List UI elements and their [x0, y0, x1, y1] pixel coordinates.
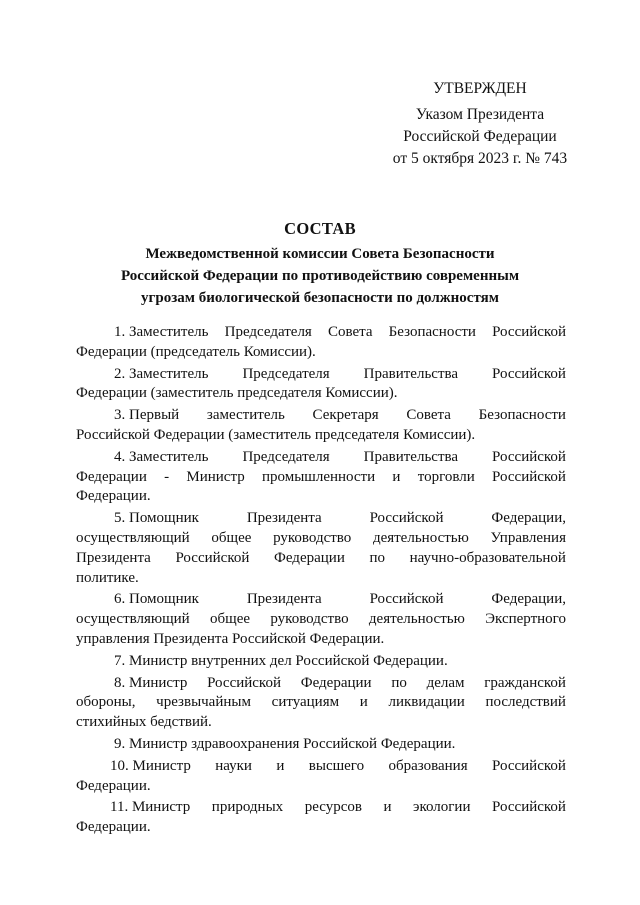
list-item-word: и [383, 799, 392, 816]
list-item-word: и [276, 757, 285, 774]
approval-stamp [360, 78, 600, 170]
list-item-word: Российской [492, 468, 566, 485]
list-item-line [76, 757, 566, 777]
list-item-word: 11. Министр [110, 799, 191, 816]
list-item-word: научно-образовательной [409, 549, 566, 566]
list-item-line [76, 610, 566, 630]
list-item-word: Федерации [76, 468, 147, 485]
list-item-word: Российской [492, 324, 566, 340]
list-item-word: Российской [369, 510, 444, 527]
list-item-word: гражданской [484, 674, 566, 691]
list-item-line [76, 509, 566, 529]
list-item-word: деятельностью [372, 529, 469, 546]
list-item-line: Федерации. [76, 777, 151, 794]
approval-line-3: от 5 октября 2023 г. № 743 [392, 150, 568, 167]
list-item-word: 10. Министр [110, 757, 191, 774]
list-item [76, 590, 566, 649]
list-item-word: и [359, 694, 368, 711]
list-item-word: 8. Министр [114, 674, 188, 691]
list-item-word: руководство [270, 611, 349, 628]
list-item-word: Председателя [224, 324, 312, 340]
list-item-line: Федерации. [76, 819, 151, 836]
list-item-word: Председателя [242, 365, 330, 382]
list-item-line: политике. [76, 569, 139, 586]
list-item-line [76, 590, 566, 610]
list-item-line [76, 448, 566, 468]
list-item-word: 4. Заместитель [114, 448, 209, 465]
member-list [76, 323, 566, 840]
approval-line-1: Указом Президента [415, 106, 545, 123]
list-item-line [76, 468, 566, 488]
document-title: СОСТАВ [284, 219, 356, 238]
list-item-word: осуществляющий [76, 529, 190, 546]
list-item [76, 757, 566, 797]
list-item-word: Российской [369, 591, 444, 608]
list-item-word: Министр [186, 468, 245, 485]
list-item-word: торговли [417, 468, 475, 485]
list-item-word: общее [211, 529, 252, 546]
list-item-word: - [164, 468, 170, 485]
document-subtitle [60, 243, 580, 309]
list-item-line [76, 406, 566, 426]
list-item-word: Экспертного [485, 611, 566, 628]
list-item-word: Федерации [300, 674, 372, 691]
list-item-word: по [391, 674, 407, 691]
list-item [76, 323, 566, 363]
list-item-line: Федерации (председатель Комиссии). [76, 343, 316, 360]
list-item-word: природных [211, 799, 284, 816]
list-item-word: высшего [308, 757, 365, 774]
list-item-word: Российской [492, 757, 566, 774]
list-item-word: заместитель [206, 407, 285, 424]
list-item-word: Федерации, [491, 591, 566, 608]
list-item-line [76, 323, 566, 343]
list-item-word: по [369, 549, 385, 566]
list-item-word: ресурсов [304, 799, 362, 816]
list-item-word: 5. Помощник [114, 510, 199, 527]
list-item-word: ликвидации [388, 694, 465, 711]
list-item-line: 9. Министр здравоохранения Российской Федерации. [114, 735, 456, 752]
list-item [76, 798, 566, 838]
list-item-word: Российской [492, 365, 566, 382]
list-item-word: делам [426, 674, 465, 691]
list-item-line [76, 798, 566, 818]
list-item-word: Федерации, [491, 510, 566, 527]
list-item [76, 652, 566, 672]
list-item-word: обороны, [76, 694, 136, 711]
list-item [76, 509, 566, 588]
list-item-word: Российской [492, 799, 566, 816]
list-item-word: 1. Заместитель [114, 324, 209, 340]
list-item-word: деятельностью [368, 611, 465, 628]
list-item [76, 448, 566, 507]
list-item-word: Совета [406, 407, 451, 424]
list-item-word: Безопасности [478, 407, 566, 424]
list-item-word: Президента [246, 510, 322, 527]
list-item-line: Федерации (заместитель председателя Комиссии). [76, 385, 398, 402]
list-item-word: чрезвычайным [156, 694, 251, 711]
list-item-word: Правительства [363, 365, 459, 382]
list-item-word: Правительства [363, 448, 459, 465]
list-item-line: 7. Министр внутренних дел Российской Федерации. [114, 652, 448, 669]
subtitle-line-3: угрозам биологической безопасности по должностям [141, 290, 499, 306]
list-item-line [76, 549, 566, 569]
list-item-word: Управления [490, 529, 566, 546]
list-item-word: промышленности [261, 468, 376, 485]
list-item-word: Председателя [242, 448, 330, 465]
list-item-word: Российской [492, 448, 566, 465]
list-item-line [76, 693, 566, 713]
list-item-word: образования [388, 757, 468, 774]
list-item-line [76, 674, 566, 694]
list-item-word: Совета [327, 324, 373, 340]
list-item-line: Российской Федерации (заместитель председателя Комиссии). [76, 426, 476, 443]
approved-label: УТВЕРЖДЕН [433, 80, 527, 97]
list-item [76, 674, 566, 733]
list-item-word: науки [215, 757, 252, 774]
list-item-word: Президента [76, 549, 151, 566]
list-item-word: ситуациям [271, 694, 340, 711]
list-item-word: руководство [273, 529, 352, 546]
list-item-line [76, 529, 566, 549]
list-item-word: Безопасности [388, 324, 476, 340]
list-item-word: Секретаря [312, 407, 379, 424]
list-item-word: Российской [175, 549, 250, 566]
list-item-word: Президента [246, 591, 322, 608]
list-item-line: стихийных бедствий. [76, 714, 212, 731]
list-item-word: Федерации [274, 549, 345, 566]
list-item-word: осуществляющий [76, 611, 190, 628]
list-item-word: экологии [413, 799, 471, 816]
list-item-line: управления Президента Российской Федерации. [76, 630, 385, 647]
subtitle-line-1: Межведомственной комиссии Совета Безопасности [145, 246, 495, 262]
list-item [76, 406, 566, 446]
list-item-word: и [392, 468, 401, 485]
list-item-word: общее [210, 611, 251, 628]
list-item [76, 735, 566, 755]
list-item-word: Российской [207, 674, 281, 691]
list-item-word: 3. Первый [114, 407, 180, 424]
list-item-word: 2. Заместитель [114, 365, 209, 382]
list-item-line: Федерации. [76, 488, 151, 505]
list-item [76, 365, 566, 405]
list-item-line [76, 365, 566, 385]
subtitle-line-2: Российской Федерации по противодействию современным [120, 268, 520, 284]
approval-line-2: Российской Федерации [403, 128, 557, 145]
list-item-word: 6. Помощник [114, 591, 199, 608]
list-item-word: последствий [485, 694, 566, 711]
